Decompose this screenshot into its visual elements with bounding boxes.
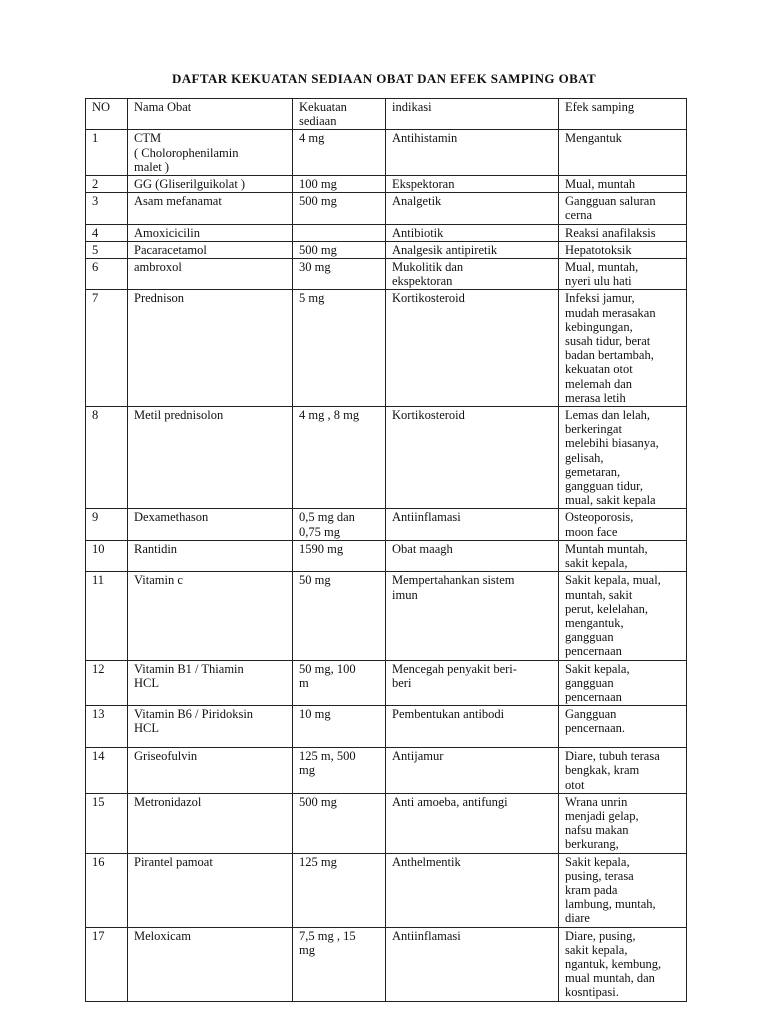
cell-side-effect: Sakit kepala, mual, muntah, sakit perut, kelelahan, mengantuk, gangguan pencernaan <box>559 572 687 660</box>
table-row <box>86 290 687 407</box>
table-body <box>86 130 687 1001</box>
cell-drug-name: CTM ( Cholorophenilamin malet ) <box>128 130 293 176</box>
cell-strength: 1590 mg <box>293 540 386 571</box>
header-drug-name: Nama Obat <box>128 99 293 130</box>
cell-drug-name: Amoxicicilin <box>128 224 293 241</box>
cell-strength: 500 mg <box>293 793 386 853</box>
document-title: DAFTAR KEKUATAN SEDIAAN OBAT DAN EFEK SAMPING OBAT <box>171 71 597 86</box>
cell-indication: Mukolitik dan ekspektoran <box>386 259 559 290</box>
cell-side-effect: Mual, muntah <box>559 176 687 193</box>
cell-indication: Pembentukan antibodi <box>386 706 559 748</box>
cell-no: 4 <box>86 224 128 241</box>
cell-no: 3 <box>86 193 128 224</box>
drug-table <box>85 98 687 1002</box>
cell-drug-name: Metronidazol <box>128 793 293 853</box>
cell-indication: Kortikosteroid <box>386 290 559 407</box>
cell-indication: Antibiotik <box>386 224 559 241</box>
cell-indication: Anthelmentik <box>386 853 559 927</box>
header-no: NO <box>86 99 128 130</box>
header-indication: indikasi <box>386 99 559 130</box>
cell-indication: Kortikosteroid <box>386 407 559 509</box>
cell-no: 7 <box>86 290 128 407</box>
cell-drug-name: Vitamin B6 / Piridoksin HCL <box>128 706 293 748</box>
cell-drug-name: Metil prednisolon <box>128 407 293 509</box>
cell-no: 12 <box>86 660 128 706</box>
table-row <box>86 176 687 193</box>
cell-indication: Antiinflamasi <box>386 509 559 540</box>
cell-side-effect: Wrana unrin menjadi gelap, nafsu makan berkurang, <box>559 793 687 853</box>
table-row <box>86 572 687 660</box>
cell-drug-name: Pirantel pamoat <box>128 853 293 927</box>
cell-side-effect: Osteoporosis, moon face <box>559 509 687 540</box>
cell-drug-name: Asam mefanamat <box>128 193 293 224</box>
cell-strength: 500 mg <box>293 193 386 224</box>
cell-no: 16 <box>86 853 128 927</box>
cell-strength: 125 m, 500 mg <box>293 748 386 794</box>
cell-strength: 4 mg <box>293 130 386 176</box>
cell-indication: Antijamur <box>386 748 559 794</box>
cell-side-effect: Mual, muntah, nyeri ulu hati <box>559 259 687 290</box>
cell-no: 1 <box>86 130 128 176</box>
cell-strength: 7,5 mg , 15 mg <box>293 927 386 1001</box>
cell-indication: Antiinflamasi <box>386 927 559 1001</box>
cell-no: 17 <box>86 927 128 1001</box>
cell-strength: 50 mg <box>293 572 386 660</box>
cell-indication: Analgetik <box>386 193 559 224</box>
cell-drug-name: Pacaracetamol <box>128 241 293 258</box>
header-strength: Kekuatan sediaan <box>293 99 386 130</box>
table-row <box>86 660 687 706</box>
cell-no: 13 <box>86 706 128 748</box>
cell-side-effect: Hepatotoksik <box>559 241 687 258</box>
table-row <box>86 748 687 794</box>
cell-drug-name: GG (Gliserilguikolat ) <box>128 176 293 193</box>
cell-strength: 0,5 mg dan 0,75 mg <box>293 509 386 540</box>
cell-no: 9 <box>86 509 128 540</box>
cell-no: 11 <box>86 572 128 660</box>
cell-strength: 500 mg <box>293 241 386 258</box>
cell-no: 5 <box>86 241 128 258</box>
cell-drug-name: Vitamin B1 / Thiamin HCL <box>128 660 293 706</box>
cell-indication: Antihistamin <box>386 130 559 176</box>
cell-no: 15 <box>86 793 128 853</box>
table-row <box>86 927 687 1001</box>
table-row <box>86 259 687 290</box>
cell-strength: 125 mg <box>293 853 386 927</box>
cell-indication: Mempertahankan sistem imun <box>386 572 559 660</box>
cell-drug-name: Griseofulvin <box>128 748 293 794</box>
cell-side-effect: Gangguan saluran cerna <box>559 193 687 224</box>
cell-side-effect: Sakit kepala, gangguan pencernaan <box>559 660 687 706</box>
table-row <box>86 853 687 927</box>
table-header-row <box>86 99 687 130</box>
table-row <box>86 407 687 509</box>
cell-strength <box>293 224 386 241</box>
cell-indication: Ekspektoran <box>386 176 559 193</box>
cell-no: 14 <box>86 748 128 794</box>
cell-drug-name: Meloxicam <box>128 927 293 1001</box>
cell-side-effect: Diare, pusing, sakit kepala, ngantuk, kembung, mual muntah, dan kosntipasi. <box>559 927 687 1001</box>
cell-no: 2 <box>86 176 128 193</box>
table-row <box>86 540 687 571</box>
cell-side-effect: Diare, tubuh terasa bengkak, kram otot <box>559 748 687 794</box>
cell-side-effect: Muntah muntah, sakit kepala, <box>559 540 687 571</box>
header-side-effect: Efek samping <box>559 99 687 130</box>
cell-strength: 5 mg <box>293 290 386 407</box>
table-row <box>86 130 687 176</box>
cell-no: 6 <box>86 259 128 290</box>
table-row <box>86 241 687 258</box>
cell-side-effect: Sakit kepala, pusing, terasa kram pada lambung, muntah, diare <box>559 853 687 927</box>
cell-no: 8 <box>86 407 128 509</box>
cell-side-effect: Reaksi anafilaksis <box>559 224 687 241</box>
cell-drug-name: Prednison <box>128 290 293 407</box>
cell-drug-name: Vitamin c <box>128 572 293 660</box>
cell-strength: 30 mg <box>293 259 386 290</box>
cell-indication: Mencegah penyakit beri- beri <box>386 660 559 706</box>
table-row <box>86 509 687 540</box>
cell-drug-name: Rantidin <box>128 540 293 571</box>
cell-indication: Anti amoeba, antifungi <box>386 793 559 853</box>
cell-strength: 50 mg, 100 m <box>293 660 386 706</box>
cell-indication: Obat maagh <box>386 540 559 571</box>
cell-side-effect: Lemas dan lelah, berkeringat melebihi biasanya, gelisah, gemetaran, gangguan tidur, mual, sakit kepala <box>559 407 687 509</box>
cell-strength: 10 mg <box>293 706 386 748</box>
table-row <box>86 224 687 241</box>
cell-side-effect: Gangguan pencernaan. <box>559 706 687 748</box>
table-row <box>86 793 687 853</box>
cell-indication: Analgesik antipiretik <box>386 241 559 258</box>
cell-strength: 4 mg , 8 mg <box>293 407 386 509</box>
cell-no: 10 <box>86 540 128 571</box>
cell-side-effect: Infeksi jamur, mudah merasakan kebingungan, susah tidur, berat badan bertambah, kekuatan otot melemah dan merasa letih <box>559 290 687 407</box>
table-row <box>86 706 687 748</box>
cell-drug-name: Dexamethason <box>128 509 293 540</box>
cell-drug-name: ambroxol <box>128 259 293 290</box>
cell-strength: 100 mg <box>293 176 386 193</box>
table-row <box>86 193 687 224</box>
cell-side-effect: Mengantuk <box>559 130 687 176</box>
